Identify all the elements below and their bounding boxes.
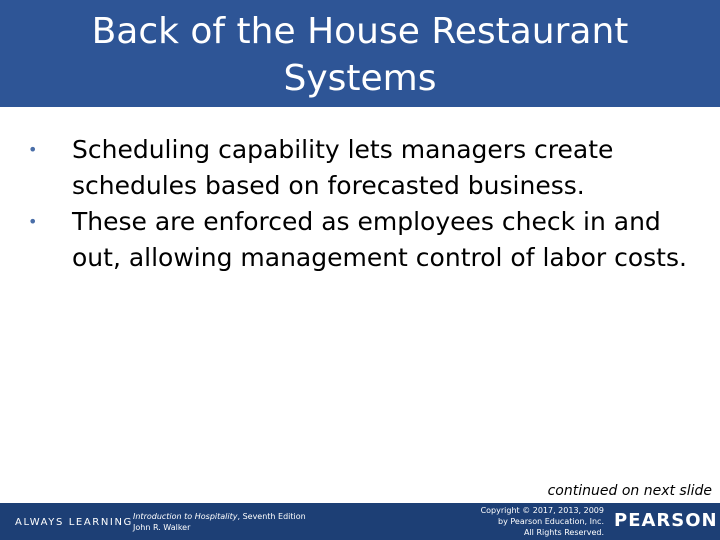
book-title: Introduction to Hospitality	[133, 512, 238, 521]
bullet-dot-icon: •	[28, 140, 38, 159]
bullet-text: Scheduling capability lets managers create schedules based on forecasted business.	[72, 135, 614, 200]
bullet-text: These are enforced as employees check in and out, allowing management control of labor costs.	[72, 207, 687, 272]
bullet-list	[28, 132, 708, 276]
copyright-line: Copyright © 2017, 2013, 2009	[480, 506, 604, 515]
bullet-item	[28, 132, 708, 204]
book-author: John R. Walker	[133, 523, 191, 532]
continued-note: continued on next slide	[547, 483, 712, 499]
always-learning-tagline: ALWAYS LEARNING	[15, 517, 133, 528]
copyright-line: by Pearson Education, Inc.	[498, 517, 604, 526]
copyright-notice	[481, 505, 604, 538]
bullet-dot-icon: •	[28, 212, 38, 231]
book-edition: , Seventh Edition	[237, 512, 306, 521]
title-bar	[0, 0, 720, 107]
copyright-line: All Rights Reserved.	[523, 528, 604, 537]
slide-title: Back of the House Restaurant Systems	[91, 11, 629, 99]
bullet-item	[28, 204, 708, 276]
book-title-line	[133, 511, 306, 522]
pearson-logo: PEARSON	[614, 510, 718, 531]
footer-bar	[0, 503, 720, 540]
book-info	[133, 511, 306, 533]
